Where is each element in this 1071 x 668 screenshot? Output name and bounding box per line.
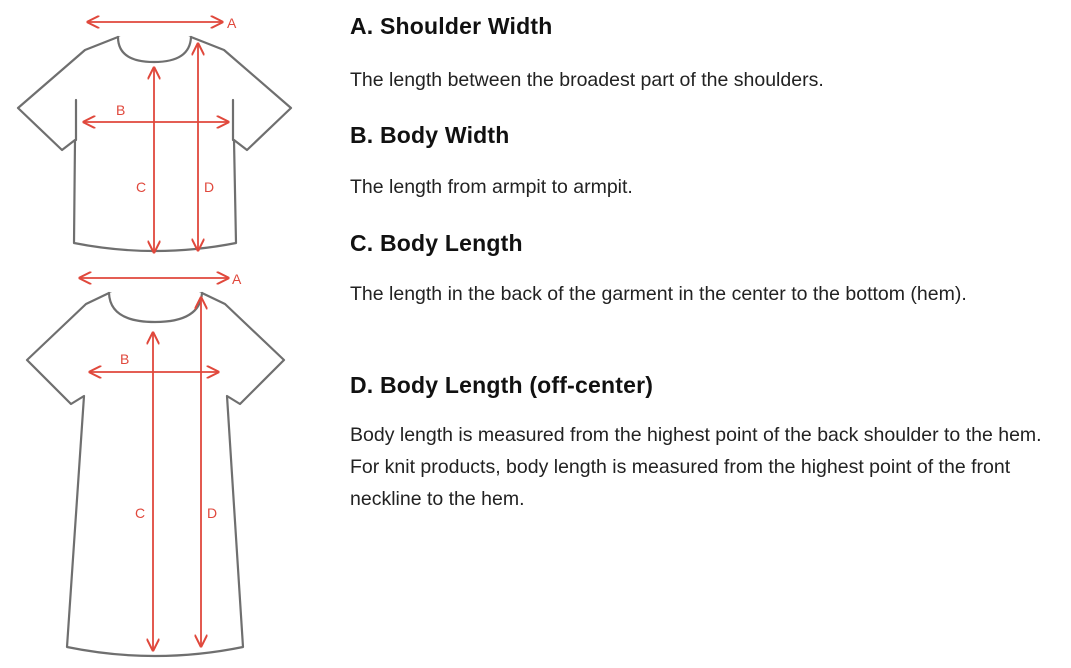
shoulder-width-description: The length between the broadest part of the shoulders. — [350, 69, 824, 91]
body-length-section — [350, 230, 1065, 310]
shoulder-width-section — [350, 13, 1065, 96]
body-length-heading: C. Body Length — [350, 230, 523, 256]
garment-diagram — [0, 0, 330, 668]
tshirt-label-c: C — [136, 179, 147, 195]
tshirt-label-b: B — [116, 102, 126, 118]
body-length-description: The length in the back of the garment in the center to the bottom (hem). — [350, 283, 967, 305]
off-center-length-section — [350, 372, 1065, 515]
body-width-heading: B. Body Width — [350, 122, 510, 148]
tshirt-diagram — [18, 15, 291, 252]
tshirt-label-a: A — [227, 15, 237, 31]
dress-outline — [27, 293, 284, 656]
dress-label-c: C — [135, 505, 146, 521]
garment-figures — [0, 0, 330, 668]
dress-label-a: A — [232, 271, 242, 287]
dress-diagram — [27, 271, 284, 656]
off-center-length-description: Body length is measured from the highest point of the back shoulder to the hem. For knit products, body length is measured from the highest point of the front neckline to the hem. — [350, 424, 1042, 510]
body-width-description: The length from armpit to armpit. — [350, 176, 633, 198]
tshirt-label-d: D — [204, 179, 215, 195]
off-center-length-heading: D. Body Length (off-center) — [350, 372, 654, 398]
dress-label-d: D — [207, 505, 218, 521]
body-width-section — [350, 122, 1065, 203]
shoulder-width-heading: A. Shoulder Width — [350, 13, 553, 39]
dress-label-b: B — [120, 351, 130, 367]
